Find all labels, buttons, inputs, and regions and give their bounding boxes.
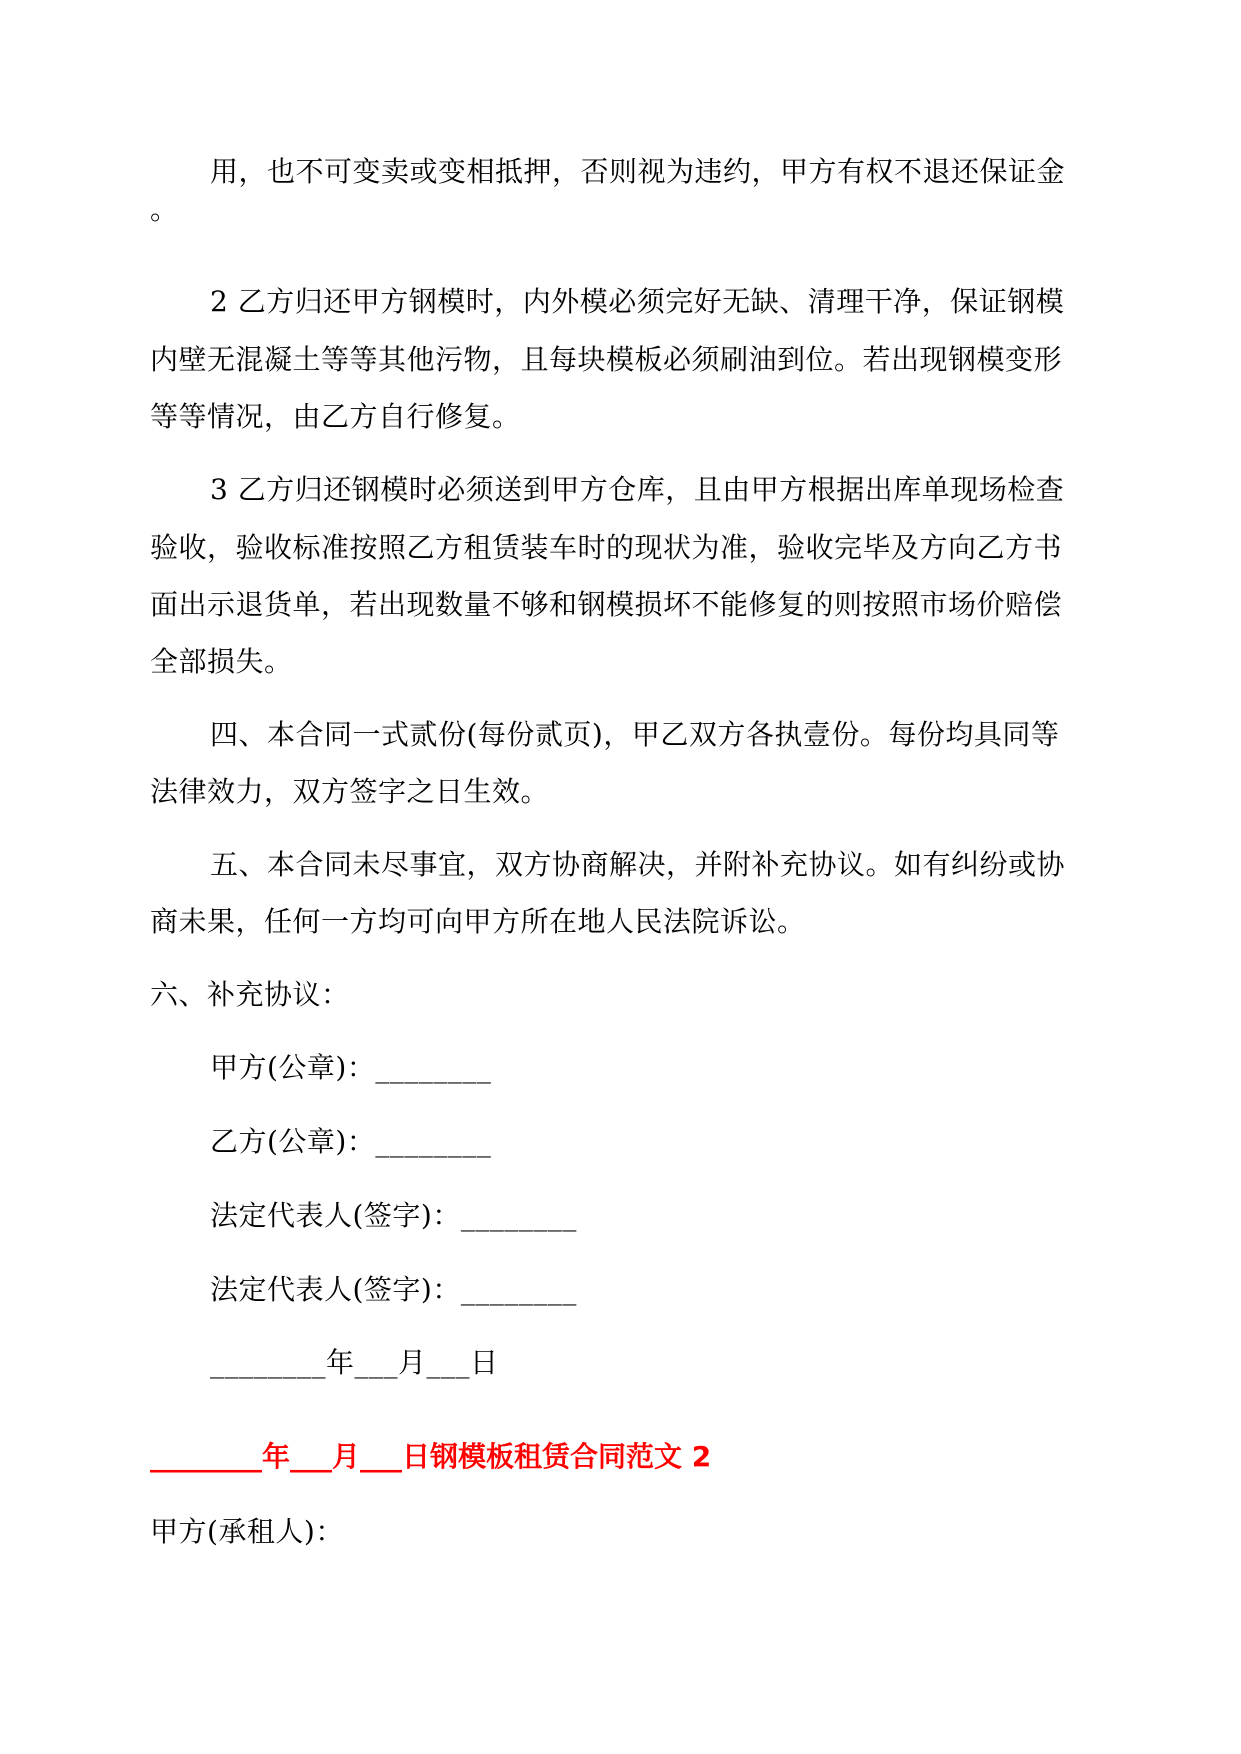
legal-representative-1-line: 法定代表人(签字)：________ — [210, 1199, 577, 1232]
paragraph-4-line-1: 四、本合同一式贰份(每份贰页)，甲乙双方各执壹份。每份均具同等 — [210, 718, 1060, 751]
party-b-seal-line: 乙方(公章)：________ — [210, 1125, 492, 1158]
paragraph-3-line-2: 验收，验收标准按照乙方租赁装车时的现状为准，验收完毕及方向乙方书 — [150, 531, 1063, 564]
party-a-seal-line: 甲方(公章)：________ — [210, 1051, 492, 1084]
paragraph-3-line-1: 3 乙方归还钢模时必须送到甲方仓库，且由甲方根据出库单现场检查 — [210, 473, 1065, 506]
next-section-party-a: 甲方(承租人)： — [150, 1515, 344, 1548]
date-line: ________年___月___日 — [210, 1346, 499, 1379]
paragraph-5-line-2: 商未果，任何一方均可向甲方所在地人民法院诉讼。 — [150, 905, 806, 938]
paragraph-4-line-2: 法律效力，双方签字之日生效。 — [150, 775, 550, 808]
paragraph-2-line-1: 2 乙方归还甲方钢模时，内外模必须完好无缺、清理干净，保证钢模 — [210, 285, 1065, 318]
paragraph-2-line-2: 内壁无混凝土等等其他污物，且每块模板必须刷油到位。若出现钢模变形 — [150, 343, 1063, 376]
paragraph-2-line-3: 等等情况，由乙方自行修复。 — [150, 400, 521, 433]
paragraph-3-line-4: 全部损失。 — [150, 645, 293, 678]
legal-representative-2-line: 法定代表人(签字)：________ — [210, 1273, 577, 1306]
supplementary-agreement-label: 六、补充协议： — [150, 978, 350, 1011]
paragraph-3-line-3: 面出示退货单，若出现数量不够和钢模损坏不能修复的则按照市场价赔偿 — [150, 588, 1063, 621]
section-heading: ________年___月___日钢模板租赁合同范文 2 — [150, 1440, 712, 1473]
paragraph-1-line-2: 。 — [150, 193, 179, 226]
paragraph-5-line-1: 五、本合同未尽事宜，双方协商解决，并附补充协议。如有纠纷或协 — [210, 848, 1066, 881]
paragraph-1-line-1: 用，也不可变卖或变相抵押，否则视为违约，甲方有权不退还保证金 — [210, 155, 1066, 188]
